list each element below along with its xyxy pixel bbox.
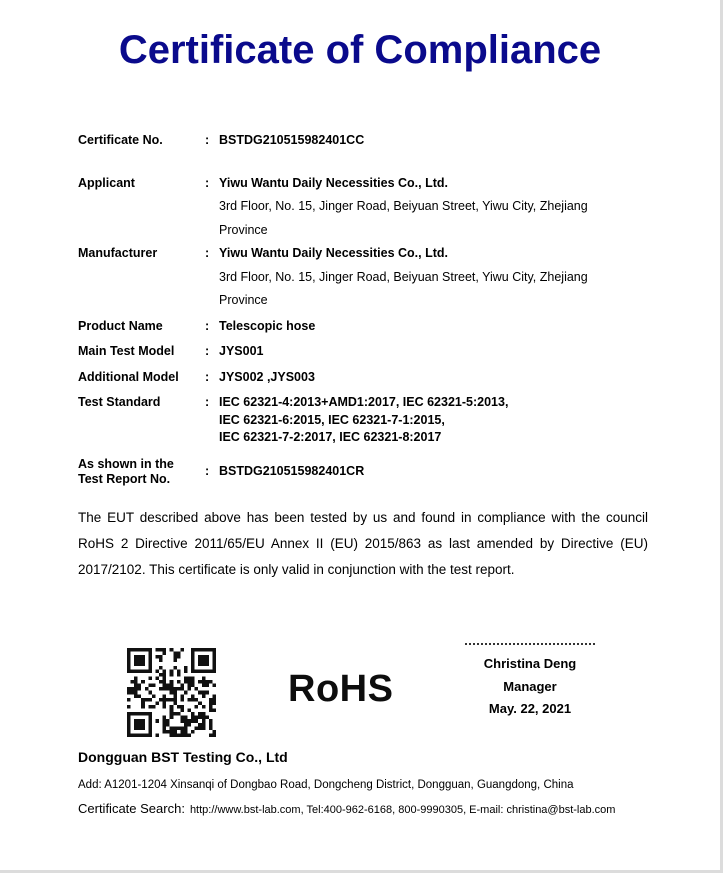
footer-address: Add: A1201-1204 Xinsanqi of Dongbao Road, Dongcheng District, Dongguan, Guangdong, China bbox=[78, 779, 574, 791]
field-main-test-model bbox=[78, 340, 647, 364]
test-standard-line1: IEC 62321-4:2013+AMD1:2017, IEC 62321-5:2013, bbox=[219, 395, 509, 409]
applicant-address-line2: Province bbox=[219, 222, 268, 237]
colon: : bbox=[205, 175, 210, 190]
test-standard-label: Test Standard bbox=[78, 395, 161, 409]
product-name-label: Product Name bbox=[78, 318, 163, 333]
colon: : bbox=[205, 344, 210, 358]
rohs-logo: RoHS bbox=[288, 668, 394, 710]
field-certificate-no bbox=[78, 129, 647, 153]
test-report-value: BSTDG210515982401CR bbox=[219, 464, 365, 479]
footer-certificate-search bbox=[78, 801, 658, 816]
field-product-name bbox=[78, 315, 647, 339]
field-additional-model bbox=[78, 366, 647, 390]
field-applicant bbox=[78, 172, 647, 243]
certificate-fields bbox=[78, 129, 647, 488]
colon: : bbox=[205, 369, 210, 384]
colon: : bbox=[205, 318, 210, 333]
main-test-model-value: JYS001 bbox=[219, 344, 264, 358]
field-manufacturer bbox=[78, 242, 647, 313]
colon: : bbox=[205, 133, 210, 147]
manufacturer-label: Manufacturer bbox=[78, 246, 158, 260]
colon: : bbox=[205, 246, 210, 260]
test-standard-line3: IEC 62321-7-2:2017, IEC 62321-8:2017 bbox=[219, 430, 442, 444]
field-test-report-no bbox=[78, 457, 647, 488]
signature-dotted-line bbox=[465, 643, 595, 645]
field-test-standard bbox=[78, 391, 647, 447]
signature-date: May. 22, 2021 bbox=[488, 701, 572, 716]
footer bbox=[78, 749, 658, 816]
manufacturer-address-line2: Province bbox=[219, 293, 268, 307]
manufacturer-address-line1: 3rd Floor, No. 15, Jinger Road, Beiyuan Street, Yiwu City, Zhejiang bbox=[219, 269, 588, 284]
test-standard-line2: IEC 62321-6:2015, IEC 62321-7-1:2015, bbox=[219, 412, 445, 427]
colon: : bbox=[205, 464, 210, 479]
applicant-address-line1: 3rd Floor, No. 15, Jinger Road, Beiyuan Street, Yiwu City, Zhejiang bbox=[219, 199, 588, 213]
test-report-label-line1: As shown in the bbox=[78, 456, 174, 471]
manufacturer-name: Yiwu Wantu Daily Necessities Co., Ltd. bbox=[219, 246, 448, 260]
additional-model-value: JYS002 ,JYS003 bbox=[219, 369, 315, 384]
additional-model-label: Additional Model bbox=[78, 369, 179, 384]
footer-company-name: Dongguan BST Testing Co., Ltd bbox=[78, 749, 288, 765]
certificate-search-value: http://www.bst-lab.com, Tel:400-962-6168, 800-9990305, E-mail: christina@bst-lab.com bbox=[189, 804, 616, 816]
certificate-no-value: BSTDG210515982401CC bbox=[219, 133, 365, 147]
test-report-label-line2: Test Report No. bbox=[78, 472, 171, 486]
certificate-no-label: Certificate No. bbox=[78, 133, 163, 147]
applicant-name: Yiwu Wantu Daily Necessities Co., Ltd. bbox=[219, 175, 448, 190]
product-name-value: Telescopic hose bbox=[219, 318, 316, 333]
colon: : bbox=[205, 395, 210, 409]
main-test-model-label: Main Test Model bbox=[78, 344, 175, 358]
signature-block bbox=[449, 643, 611, 721]
qr-code-icon bbox=[127, 648, 216, 737]
page-title: Certificate of Compliance bbox=[118, 28, 602, 72]
applicant-label: Applicant bbox=[78, 175, 135, 190]
certificate-search-label: Certificate Search: bbox=[78, 801, 185, 816]
signatory-role: Manager bbox=[503, 678, 557, 694]
compliance-statement: The EUT described above has been tested by us and found in compliance with the council RoHS 2 Directive 2011/65/EU Annex II (EU) 2015/863 as last amended by Directive (EU) 2017/2102. This certificate is only valid in conjunction with the test report. bbox=[78, 510, 648, 577]
signatory-name: Christina Deng bbox=[483, 656, 577, 671]
